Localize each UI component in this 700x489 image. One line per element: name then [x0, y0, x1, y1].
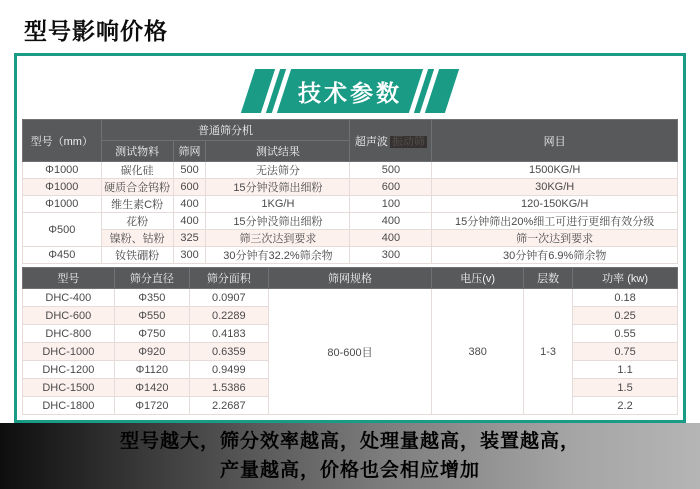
col-header-model: 型号（mm） — [23, 120, 102, 162]
table-cell: 600 — [173, 179, 206, 196]
table-cell: 镍粉、钴粉 — [101, 230, 173, 247]
banner-title: 技术参数 — [298, 79, 402, 106]
table-cell: 30分钟有32.2%筛余物 — [206, 247, 350, 264]
table-cell: Φ750 — [114, 325, 189, 343]
table-cell: 1KG/H — [206, 196, 350, 213]
table-cell: 15分钟没筛出细粉 — [206, 179, 350, 196]
footer-line: 产量越高，价格也会相应增加 — [219, 460, 480, 481]
table-cell: 1.5386 — [190, 379, 269, 397]
col-header-mesh-spec: 筛网规格 — [268, 268, 432, 289]
page-title: 型号影响价格 — [24, 18, 168, 44]
table-cell: Φ1420 — [114, 379, 189, 397]
table-cell: DHC-600 — [23, 307, 115, 325]
table-cell: Φ1000 — [23, 196, 102, 213]
table-cell: Φ1000 — [23, 162, 102, 179]
table-cell: 30KG/H — [432, 179, 678, 196]
table-cell: DHC-1800 — [23, 397, 115, 415]
table-cell: 花粉 — [101, 213, 173, 230]
table-cell: Φ1720 — [114, 397, 189, 415]
ultrasonic-label: 超声波 — [354, 135, 388, 148]
table-cell: Φ920 — [114, 343, 189, 361]
footer-caption — [0, 423, 700, 489]
table-cell: 1.1 — [573, 361, 678, 379]
table-cell: 15分钟筛出20%细工可进行更细有效分级 — [432, 213, 678, 230]
table-cell: 0.2289 — [190, 307, 269, 325]
table-cell: 0.25 — [573, 307, 678, 325]
spec-table — [22, 267, 678, 415]
col-header-ultrasonic — [350, 120, 432, 162]
footer-line: 型号越大，筛分效率越高，处理量越高，装置越高， — [119, 430, 580, 452]
table-cell: 0.75 — [573, 343, 678, 361]
tech-params-banner — [248, 69, 452, 113]
table-cell: 0.9499 — [190, 361, 269, 379]
table-row — [23, 289, 678, 307]
table-cell: 0.18 — [573, 289, 678, 307]
table-cell: Φ550 — [114, 307, 189, 325]
masked-watermark: 振动筛 — [391, 135, 425, 148]
table-cell-merged-voltage: 380 — [432, 289, 524, 415]
table-cell: DHC-1000 — [23, 343, 115, 361]
col-header-voltage: 电压(v) — [432, 268, 524, 289]
table-cell: 600 — [350, 179, 432, 196]
table-row — [23, 230, 678, 247]
comparison-table — [22, 119, 678, 264]
col-header-power: 功率 (kw) — [573, 268, 678, 289]
table-header-row — [23, 120, 678, 141]
table-cell: 硬质合金钨粉 — [101, 179, 173, 196]
col-header-ordinary-sieve: 普通筛分机 — [101, 120, 350, 141]
table-cell: DHC-800 — [23, 325, 115, 343]
table-cell: DHC-1200 — [23, 361, 115, 379]
table-cell: Φ1120 — [114, 361, 189, 379]
table-cell: 筛一次达到要求 — [432, 230, 678, 247]
table-row — [23, 179, 678, 196]
table-cell: 0.0907 — [190, 289, 269, 307]
table-cell: 无法筛分 — [206, 162, 350, 179]
table-row — [23, 196, 678, 213]
table-cell: 0.6359 — [190, 343, 269, 361]
table-cell: DHC-1500 — [23, 379, 115, 397]
table-header-row — [23, 268, 678, 289]
table-cell: 0.4183 — [190, 325, 269, 343]
table-cell: 325 — [173, 230, 206, 247]
table-row — [23, 162, 678, 179]
table-cell: 100 — [350, 196, 432, 213]
table-cell: 500 — [173, 162, 206, 179]
col-header-diameter: 筛分直径 — [114, 268, 189, 289]
table-cell-merged-model: Φ500 — [23, 213, 102, 247]
table-cell-merged-mesh-spec: 80-600目 — [268, 289, 432, 415]
col-header-layers: 层数 — [524, 268, 573, 289]
col-header-result: 测试结果 — [206, 141, 350, 162]
table-cell: 400 — [173, 196, 206, 213]
table-cell: 2.2687 — [190, 397, 269, 415]
table-cell: 400 — [173, 213, 206, 230]
table-cell: 0.55 — [573, 325, 678, 343]
table-cell: 筛三次达到要求 — [206, 230, 350, 247]
table-cell: 120-150KG/H — [432, 196, 678, 213]
table-cell: 400 — [350, 213, 432, 230]
table-cell: DHC-400 — [23, 289, 115, 307]
table-cell: 15分钟没筛出细粉 — [206, 213, 350, 230]
table-cell: Φ450 — [23, 247, 102, 264]
table-cell: 30分钟有6.9%筛余物 — [432, 247, 678, 264]
content-panel — [14, 53, 686, 423]
table-cell-merged-layers: 1-3 — [524, 289, 573, 415]
col-header-mesh: 筛网 — [173, 141, 206, 162]
table-cell: 2.2 — [573, 397, 678, 415]
table-row — [23, 247, 678, 264]
table-cell: 400 — [350, 230, 432, 247]
table-cell: 碳化硅 — [101, 162, 173, 179]
col-header-area: 筛分面积 — [190, 268, 269, 289]
table-cell: 300 — [350, 247, 432, 264]
table-cell: 500 — [350, 162, 432, 179]
table-cell: 300 — [173, 247, 206, 264]
table-cell: 1.5 — [573, 379, 678, 397]
table-cell: 维生素C粉 — [101, 196, 173, 213]
table-cell: Φ350 — [114, 289, 189, 307]
col-header-model: 型号 — [23, 268, 115, 289]
table-cell: 钕铁硼粉 — [101, 247, 173, 264]
col-header-material: 测试物料 — [101, 141, 173, 162]
table-row — [23, 213, 678, 230]
col-header-mesh-count: 网目 — [432, 120, 678, 162]
table-cell: Φ1000 — [23, 179, 102, 196]
table-cell: 1500KG/H — [432, 162, 678, 179]
